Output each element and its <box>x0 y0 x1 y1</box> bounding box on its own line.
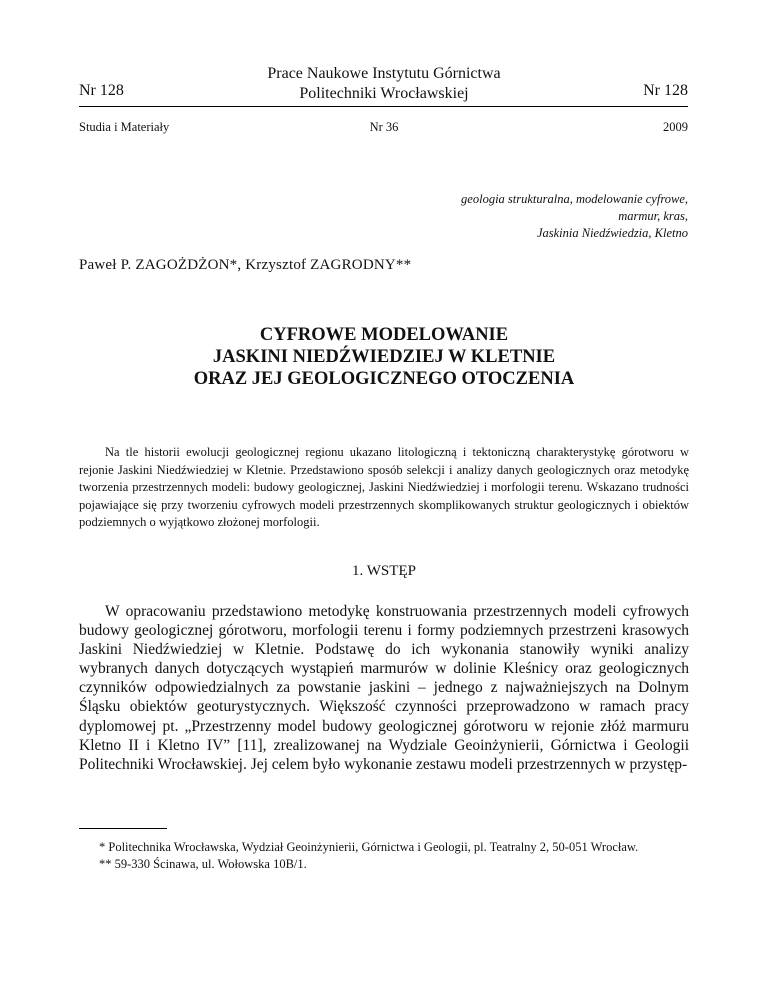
keywords-line: marmur, kras, <box>618 209 688 223</box>
authors: Paweł P. ZAGOŻDŻON*, Krzysztof ZAGRODNY** <box>79 257 412 273</box>
footnote-divider <box>79 828 167 829</box>
article-title-line: CYFROWE MODELOWANIE <box>259 325 509 345</box>
footnote-affiliation-1: * Politechnika Wrocławska, Wydział Geoinżynierii, Górnictwa i Geologii, pl. Teatralny 2, 50-051 Wrocław. <box>99 840 639 854</box>
section-heading: 1. WSTĘP <box>352 563 416 579</box>
journal-title-line-2: Politechniki Wrocławskiej <box>299 85 469 102</box>
footnotes <box>79 839 689 873</box>
abstract: Na tle historii ewolucji geologicznej regionu ukazano litologiczną i tektoniczną charakterystykę górotworu w rejonie Jaskini Niedźwiedziej w Kletnie. Przedstawiono sposób selekcji i analizy danych geologicznych oraz metodykę tworzenia przestrzennych modeli: budowy geologicznej, Jaskini Niedźwiedziej i morfologii terenu. Wskazano trudności pojawiające się przy tworzeniu cyfrowych modeli przestrzennych skomplikowanych struktur geologicznych i obiektów podziemnych o wyjątkowo złożonej morfologii. <box>79 445 689 530</box>
publication-year: 2009 <box>663 120 688 134</box>
header-divider <box>79 106 688 107</box>
keywords-line: Jaskinia Niedźwiedzia, Kletno <box>536 226 688 240</box>
series-name: Studia i Materiały <box>79 120 170 134</box>
series-issue: Nr 36 <box>369 120 399 134</box>
footnote-affiliation-2: ** 59-330 Ścinawa, ul. Wołowska 10B/1. <box>99 857 307 871</box>
journal-title-line-1: Prace Naukowe Instytutu Górnictwa <box>267 65 501 82</box>
article-title-line: ORAZ JEJ GEOLOGICZNEGO OTOCZENIA <box>193 369 575 389</box>
article-title-line: JASKINI NIEDŹWIEDZIEJ W KLETNIE <box>212 347 556 367</box>
header-issue-number-right: Nr 128 <box>643 82 688 99</box>
keywords <box>288 191 688 242</box>
article-title <box>0 324 768 390</box>
keywords-line: geologia strukturalna, modelowanie cyfrowe, <box>461 192 688 206</box>
header-issue-number-left: Nr 128 <box>79 82 124 99</box>
body-paragraph: W opracowaniu przedstawiono metodykę konstruowania przestrzennych modeli cyfrowych budowy geologicznej górotworu, morfologii terenu i formy podziemnych przestrzeni krasowych Jaskini Niedźwiedziej w Kletnie. Podstawę do ich wykonania stanowiły wyniki analizy wybranych danych dotyczących wystąpień marmurów w dolinie Kleśnicy oraz geologicznych czynników odpowiedzialnych za powstanie jaskini – jednego z najważniejszych na Dolnym Śląsku obiektów geoturystycznych. Większość czynności przeprowadzono w ramach pracy dyplomowej pt. „Przestrzenny model budowy geologicznej górotworu w rejonie złóż marmuru Kletno II i Kletno IV” [11], zrealizowanej na Wydziale Geoinżynierii, Górnictwa i Geologii Politechniki Wrocławskiej. Jej celem było wykonanie zestawu modeli przestrzennych w przystęp- <box>79 603 689 773</box>
